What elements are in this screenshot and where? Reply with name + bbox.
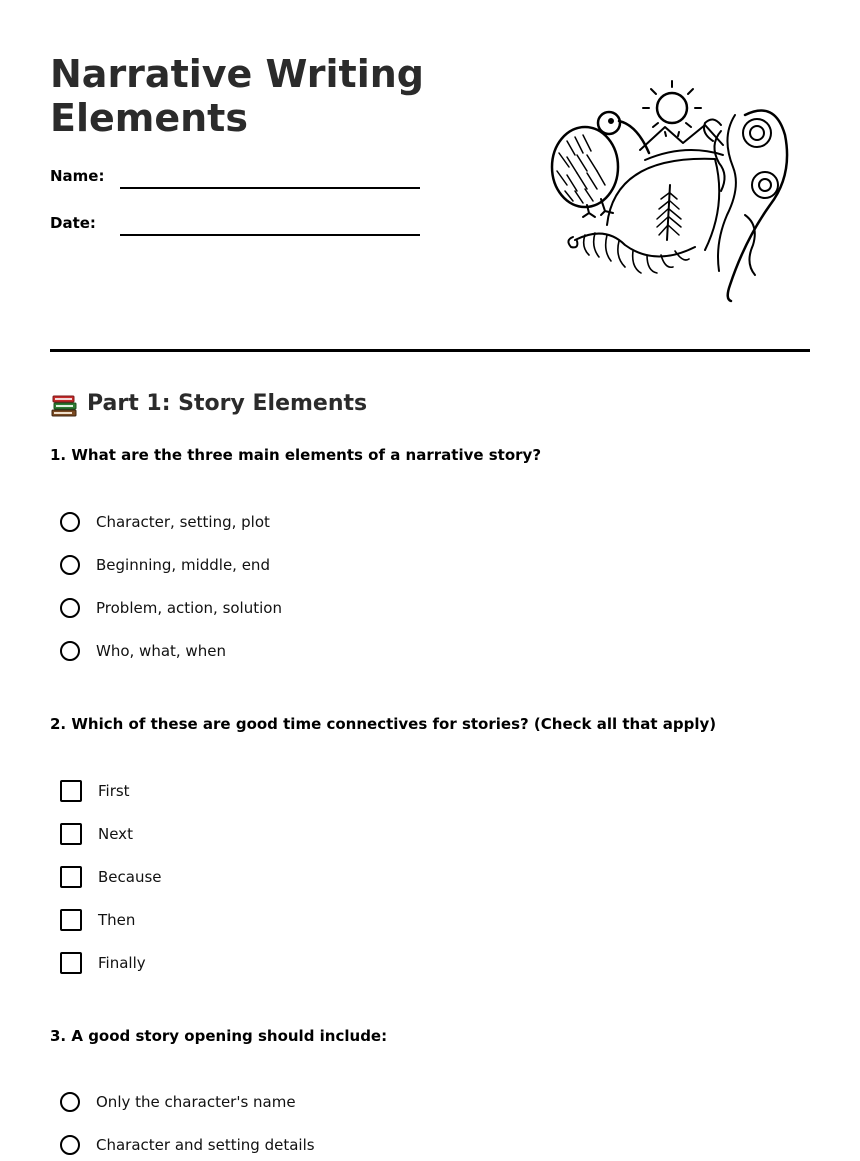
books-icon <box>50 390 78 418</box>
radio-button[interactable] <box>60 641 80 661</box>
q1-option-3[interactable] <box>60 596 282 620</box>
option-label: Character, setting, plot <box>96 513 270 531</box>
option-label: Then <box>98 911 136 929</box>
option-label: First <box>98 782 130 800</box>
date-label: Date: <box>50 214 96 232</box>
radio-button[interactable] <box>60 1135 80 1155</box>
option-label: Beginning, middle, end <box>96 556 270 574</box>
q1-option-4[interactable] <box>60 639 226 663</box>
option-label: Problem, action, solution <box>96 599 282 617</box>
option-label: Only the character's name <box>96 1093 296 1111</box>
checkbox[interactable] <box>60 866 82 888</box>
name-label: Name: <box>50 167 105 185</box>
option-label: Because <box>98 868 162 886</box>
q2-option-2[interactable] <box>60 822 133 846</box>
name-field[interactable] <box>50 165 420 189</box>
kiwi-fern-koru-illustration <box>545 75 795 307</box>
option-label: Who, what, when <box>96 642 226 660</box>
radio-button[interactable] <box>60 555 80 575</box>
radio-button[interactable] <box>60 598 80 618</box>
q3-option-2[interactable] <box>60 1133 315 1157</box>
date-field[interactable] <box>50 212 420 236</box>
checkbox[interactable] <box>60 909 82 931</box>
checkbox[interactable] <box>60 952 82 974</box>
option-label: Next <box>98 825 133 843</box>
name-input-line[interactable] <box>120 187 420 189</box>
date-input-line[interactable] <box>120 234 420 236</box>
q3-option-1[interactable] <box>60 1090 296 1114</box>
header-divider <box>50 349 810 352</box>
q2-option-5[interactable] <box>60 951 146 975</box>
radio-button[interactable] <box>60 512 80 532</box>
question-3: 3. A good story opening should include: <box>50 1027 388 1045</box>
section-heading <box>50 388 367 420</box>
q2-option-1[interactable] <box>60 779 130 803</box>
option-label: Finally <box>98 954 146 972</box>
question-2: 2. Which of these are good time connectives for stories? (Check all that apply) <box>50 715 717 733</box>
checkbox[interactable] <box>60 823 82 845</box>
q1-option-1[interactable] <box>60 510 270 534</box>
question-1: 1. What are the three main elements of a narrative story? <box>50 446 542 464</box>
radio-button[interactable] <box>60 1092 80 1112</box>
q1-option-2[interactable] <box>60 553 270 577</box>
checkbox[interactable] <box>60 780 82 802</box>
q2-option-4[interactable] <box>60 908 135 932</box>
q2-option-3[interactable] <box>60 865 162 889</box>
section-heading-text: Part 1: Story Elements <box>87 391 368 416</box>
page-title: Narrative Writing Elements <box>50 52 424 140</box>
option-label: Character and setting details <box>96 1136 315 1154</box>
